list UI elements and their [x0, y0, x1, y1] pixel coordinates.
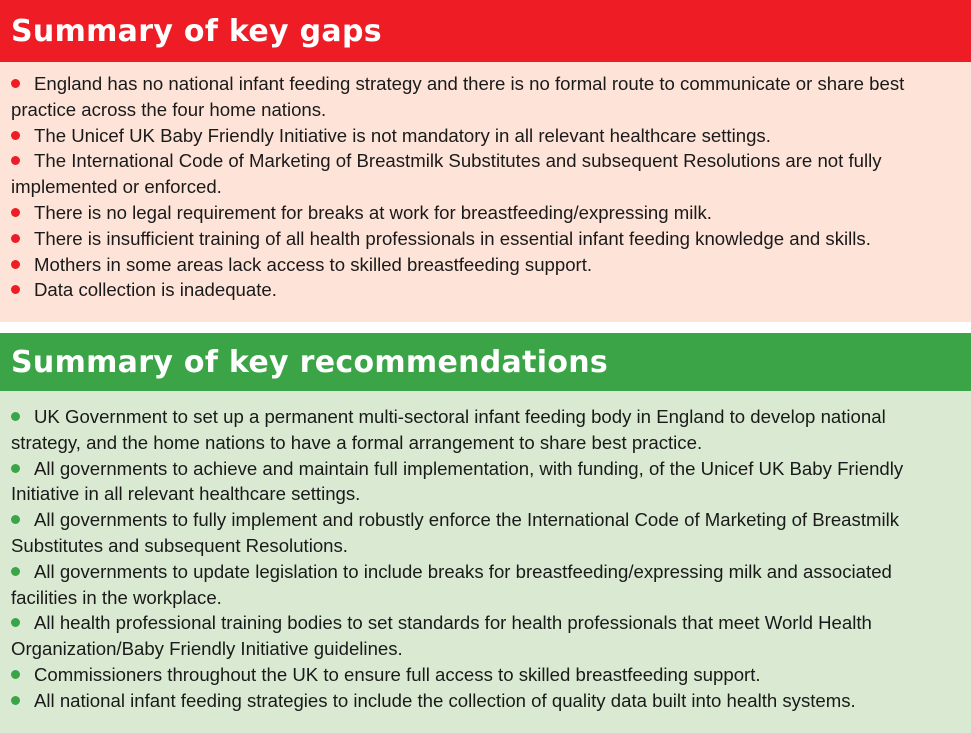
- list-item-text: England has no national infant feeding strategy and there is no formal route to communicate or share best practice across the four home nations.: [11, 73, 905, 120]
- key-recommendations-section: [0, 333, 971, 733]
- bullet-icon: [11, 670, 20, 679]
- key-recommendations-body: [0, 391, 971, 733]
- key-recommendations-header: [0, 333, 971, 391]
- list-item: [11, 507, 957, 559]
- key-gaps-list: [11, 71, 957, 303]
- list-item-text: Data collection is inadequate.: [34, 279, 277, 301]
- list-item-text: All health professional training bodies to set standards for health professionals that meet World Health Organization/Baby Friendly Initiative guidelines.: [11, 612, 872, 660]
- list-item-text: The International Code of Marketing of Breastmilk Substitutes and subsequent Resolutions are not fully implemented or enforced.: [11, 150, 882, 198]
- bullet-icon: [11, 285, 20, 294]
- list-item-text: All governments to update legislation to include breaks for breastfeeding/expressing milk and associated facilities in the workplace.: [11, 560, 892, 608]
- bullet-icon: [11, 696, 20, 705]
- list-item: [11, 688, 957, 714]
- list-item: [11, 456, 957, 508]
- bullet-icon: [11, 515, 20, 524]
- list-item-text: UK Government to set up a permanent multi-sectoral infant feeding body in England to develop national strategy, and the home nations to have a formal arrangement to share best practice.: [11, 406, 886, 453]
- list-item: [11, 252, 957, 278]
- key-gaps-body: [0, 62, 971, 322]
- list-item-text: All national infant feeding strategies to include the collection of quality data built into health systems.: [34, 689, 856, 711]
- list-item: [11, 662, 957, 688]
- bullet-icon: [11, 618, 20, 627]
- bullet-icon: [11, 156, 20, 165]
- bullet-icon: [11, 464, 20, 473]
- key-recommendations-title: Summary of key recommendations: [11, 344, 609, 380]
- list-item-text: The Unicef UK Baby Friendly Initiative is not mandatory in all relevant healthcare settings.: [34, 124, 771, 146]
- key-recommendations-list: [11, 404, 957, 714]
- list-item-text: There is insufficient training of all health professionals in essential infant feeding knowledge and skills.: [34, 227, 871, 249]
- list-item: [11, 200, 957, 226]
- list-item: [11, 71, 957, 123]
- list-item: [11, 277, 957, 303]
- bullet-icon: [11, 79, 20, 88]
- list-item: [11, 610, 957, 662]
- list-item-text: All governments to achieve and maintain full implementation, with funding, of the Unicef UK Baby Friendly Initiative in all relevant healthcare settings.: [11, 457, 904, 505]
- bullet-icon: [11, 131, 20, 140]
- bullet-icon: [11, 567, 20, 576]
- key-gaps-title: Summary of key gaps: [11, 13, 382, 49]
- list-item: [11, 559, 957, 611]
- list-item: [11, 123, 957, 149]
- list-item: [11, 148, 957, 200]
- list-item: [11, 404, 957, 456]
- key-gaps-section: [0, 0, 971, 322]
- bullet-icon: [11, 260, 20, 269]
- list-item-text: There is no legal requirement for breaks at work for breastfeeding/expressing milk.: [34, 201, 712, 223]
- list-item-text: Commissioners throughout the UK to ensure full access to skilled breastfeeding support.: [34, 663, 761, 685]
- list-item: [11, 226, 957, 252]
- list-item-text: Mothers in some areas lack access to skilled breastfeeding support.: [34, 253, 593, 275]
- bullet-icon: [11, 208, 20, 217]
- key-gaps-header: [0, 0, 971, 62]
- list-item-text: All governments to fully implement and robustly enforce the International Code of Marketing of Breastmilk Substitutes and subsequent Resolutions.: [11, 509, 900, 556]
- bullet-icon: [11, 234, 20, 243]
- bullet-icon: [11, 412, 20, 421]
